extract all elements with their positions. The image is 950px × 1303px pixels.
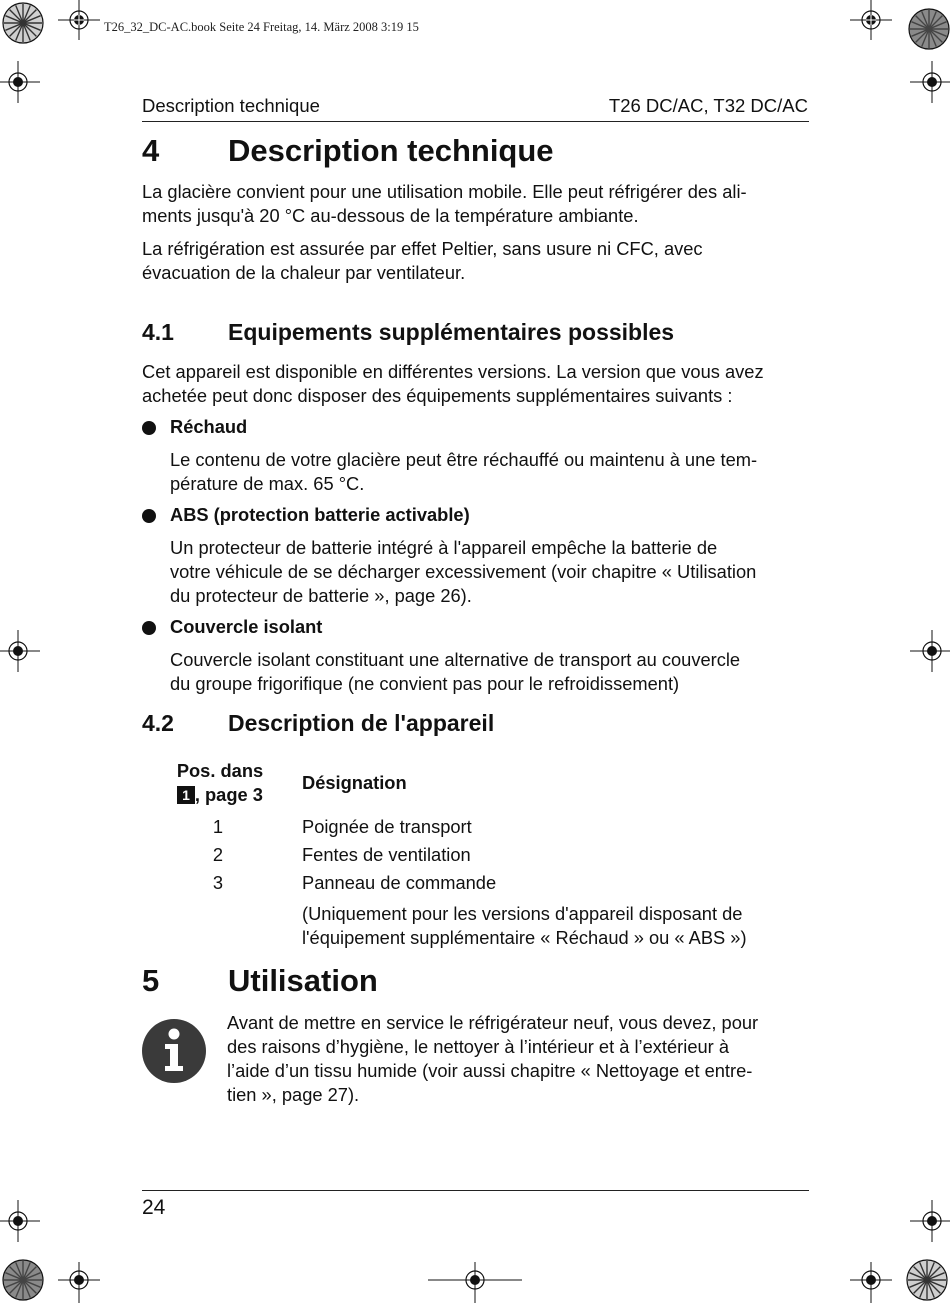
registration-crosshair-icon: [58, 1262, 100, 1303]
bullet-icon: [142, 421, 156, 435]
table-cell-pos: 2: [212, 844, 224, 865]
header-pos-line1: Pos. dans: [176, 760, 264, 781]
table-cell-designation: Panneau de commande: [302, 872, 497, 893]
bullet-icon: [142, 509, 156, 523]
table-cell-designation: Fentes de ventilation: [302, 844, 471, 865]
table-cell-note: (Uniquement pour les versions d'appareil disposant de l'équipement supplémentaire « Réchaud » ou « ABS »): [302, 903, 747, 948]
list-item-body: Le contenu de votre glacière peut être réchauffé ou maintenu à une tem- pérature de max. 65 °C.: [170, 449, 758, 494]
table-header-position: [165, 759, 275, 807]
figure-reference-badge: 1: [177, 786, 195, 804]
section-title: Description de l'appareil: [228, 710, 495, 736]
registration-crosshair-icon: [910, 61, 950, 103]
registration-crosshair-icon: [850, 0, 892, 40]
footer-rule: [142, 1190, 809, 1191]
running-header-left: Description technique: [142, 95, 320, 116]
color-starburst-icon: [904, 1257, 950, 1303]
chapter-number: 5: [142, 963, 160, 998]
list-item-body: Couvercle isolant constituant une alternative de transport au couvercle du groupe frigorifique (ne convient pas pour le refroidissement): [170, 649, 741, 694]
registration-crosshair-icon: [910, 1200, 950, 1242]
registration-crosshair-icon: [58, 0, 100, 40]
table-header-designation: Désignation: [302, 772, 407, 793]
paragraph: La glacière convient pour une utilisation mobile. Elle peut réfrigérer des ali- ments jusqu'à 20 °C au-dessous de la température ambiante.: [142, 181, 747, 226]
chapter-number: 4: [142, 133, 160, 168]
registration-crosshair-icon: [910, 630, 950, 672]
print-slug: T26_32_DC-AC.book Seite 24 Freitag, 14. März 2008 3:19 15: [104, 20, 419, 34]
bullet-icon: [142, 621, 156, 635]
section-4-2-heading: [142, 710, 809, 740]
header-pos-line2: [165, 783, 275, 807]
info-icon: [141, 1018, 207, 1084]
chapter-title: Utilisation: [228, 963, 378, 998]
color-starburst-icon: [0, 0, 46, 46]
section-title: Equipements supplémentaires possibles: [228, 319, 675, 345]
section-number: 4.2: [142, 710, 174, 736]
section-number: 4.1: [142, 319, 174, 345]
color-starburst-icon: [906, 6, 950, 52]
section-4-1-heading: [142, 319, 809, 349]
registration-crosshair-icon: [428, 1262, 522, 1303]
registration-crosshair-icon: [0, 1200, 40, 1242]
header-pos-page: , page 3: [194, 784, 263, 805]
list-item-title: ABS (protection batterie activable): [170, 504, 470, 525]
chapter-4-heading: [142, 133, 809, 173]
running-header-right: T26 DC/AC, T32 DC/AC: [608, 95, 808, 116]
chapter-4-body: [142, 180, 809, 285]
info-note: Avant de mettre en service le réfrigérateur neuf, vous devez, pour des raisons d’hygiène, le nettoyer à l’intérieur et à l’extérieur à l’aide d’un tissu humide (voir aussi chapitre « Nettoyage et entre- tien », page 27).: [227, 1012, 759, 1105]
registration-crosshair-icon: [850, 1262, 892, 1303]
list-item-title: Couvercle isolant: [170, 616, 323, 637]
section-4-1-intro: Cet appareil est disponible en différentes versions. La version que vous avez achetée peut donc disposer des équipements supplémentaires suivants :: [142, 361, 764, 406]
paragraph: La réfrigération est assurée par effet Peltier, sans usure ni CFC, avec évacuation de la chaleur par ventilateur.: [142, 238, 703, 283]
registration-crosshair-icon: [0, 61, 40, 103]
table-cell-pos: 1: [212, 816, 224, 837]
chapter-5-heading: [142, 963, 809, 1003]
color-starburst-icon: [0, 1257, 46, 1303]
page-number: 24: [142, 1196, 166, 1219]
chapter-title: Description technique: [228, 133, 554, 168]
list-item-body: Un protecteur de batterie intégré à l'appareil empêche la batterie de votre véhicule de se décharger excessivement (voir chapitre « Utilisation du protecteur de batterie », page 26).: [170, 537, 757, 606]
list-item-title: Réchaud: [170, 416, 248, 437]
table-cell-designation: Poignée de transport: [302, 816, 472, 837]
header-rule: [142, 121, 809, 122]
table-cell-pos: 3: [212, 872, 224, 893]
registration-crosshair-icon: [0, 630, 40, 672]
